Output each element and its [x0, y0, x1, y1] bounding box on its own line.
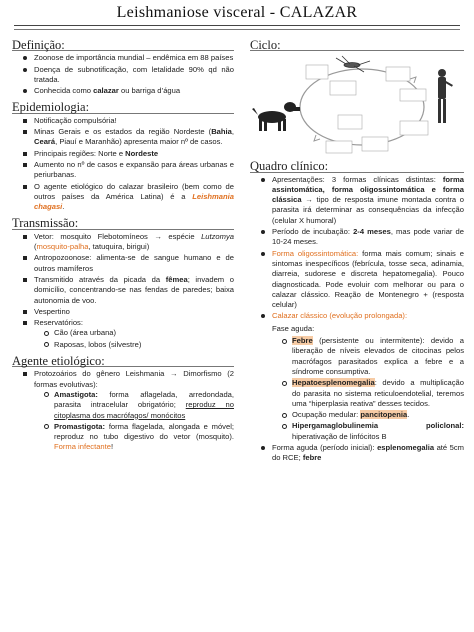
section-heading-agente: Agente etiológico: — [12, 356, 234, 367]
list-item: Apresentações: 3 formas clínicas distintas: forma assintomática, forma oligossintomática e forma clássica → tipo de resposta imune montada contra o parasita irá determinar as consequências da infecção (celular X humoral) — [272, 174, 464, 225]
section-heading-quadro: Quadro clínico: — [250, 161, 464, 172]
section-heading-epidemiologia: Epidemiologia: — [12, 102, 234, 113]
list-item: Raposas, lobos (silvestre) — [54, 340, 234, 350]
person-icon — [438, 69, 453, 123]
list-item: Amastigota: forma aflagelada, arredondada, parasita intracelular obrigatório; reproduz no citoplasma dos macrófagos/ monócitos — [54, 389, 234, 420]
list-item: Hipergamaglobulinemia policlonal: hiperativação de linfócitos B — [292, 421, 464, 441]
list-item: Aumento no nº de casos e expansão para áreas urbanas e periurbanas. — [34, 159, 234, 180]
epidemiologia-list — [12, 116, 234, 213]
list-item: Transmitido através da picada da fêmea; invadem o domicílio, concentrando-se nas fendas de paredes; baixa autonomia de voo. — [34, 274, 234, 305]
list-item: Conhecida como calazar ou barriga d’água — [34, 86, 234, 96]
list-item: Cão (área urbana) — [54, 328, 234, 338]
title-rule-bottom — [14, 29, 460, 30]
title-rule-top — [14, 25, 460, 26]
list-item: Principais regiões: Norte e Nordeste — [34, 149, 234, 159]
fase-aguda-label: Fase aguda: — [272, 323, 315, 333]
list-item: Antropozoonose: alimenta-se de sangue humano e de outros mamíferos — [34, 253, 234, 273]
list-item: Ocupação medular: pancitopenia. — [292, 410, 464, 420]
life-cycle-illustration — [250, 55, 464, 157]
list-item: Doença de subnotificação, com letalidade 90% qd não tratada. — [34, 64, 234, 84]
transmissao-list — [12, 232, 234, 350]
quadro-list — [250, 175, 464, 464]
right-column — [250, 40, 464, 465]
list-item: Hepatoesplenomegalia: devido a multiplicação do parasita no sistema reticuloendotelial, teremos uma “hiperplasia reativa” desses tecidos. — [292, 378, 464, 408]
section-heading-definicao: Definição: — [12, 40, 234, 51]
list-item: Calazar clássico (evolução prolongada): Fase aguda: Febre (persistente ou intermitente): devido a liberação de níveis elevados de citocinas pelos macrófagos parasitados explica a febre e a síndrome consumptiva. Hepatoesplenomegalia: devido a multiplicação do parasita no sistema reticuloendotelial, teremos uma “hiperplasia reativa” desses tecidos. Ocupação medular: pancitopenia. Hipergamaglobulinemia policlonal: hiperativação de linfócitos B — [272, 311, 464, 441]
list-item: Forma oligossintomática: forma mais comum; sinais e sintomas inespecíficos (febrícula, tosse seca, adinamia, diarreia, sudorese e discreta hepatomegalia). Pouco diagnosticada. Pode evoluir com melhorar ou para o calazar clássico. Reação de Montenegro + (resposta celular) — [272, 248, 464, 310]
list-item: O agente etiológico do calazar brasileiro (bem como de outros países da América Latina) é a Leishmania chagasi. — [34, 181, 234, 212]
agente-sublist — [34, 390, 234, 453]
list-item: Vespertino — [34, 307, 234, 317]
list-item: Minas Gerais e os estados da região Nordeste (Bahia, Ceará, Piauí e Maranhão) apresenta maior nº de casos. — [34, 127, 234, 147]
dog-icon — [252, 102, 300, 131]
list-item: Protozoários do gênero Leishmania → Dimorfismo (2 formas evolutivas): Amastigota: forma aflagelada, arredondada, parasita intracelular obrigatório; reproduz no citoplasma dos macrófagos/ monócitos Promastigota: forma flagelada, alongada e móvel; reproduz no tubo digestivo do vetor (mosquito). Forma infectante! — [34, 369, 234, 452]
section-heading-transmissao: Transmissão: — [12, 218, 234, 229]
definicao-list — [12, 53, 234, 96]
list-item: Reservatórios: Cão (área urbana) Raposas, lobos (silvestre) — [34, 318, 234, 350]
list-item: Notificação compulsória! — [34, 116, 234, 126]
section-heading-ciclo: Ciclo: — [250, 40, 464, 51]
left-column — [12, 40, 234, 454]
reservatorios-list — [34, 328, 234, 350]
list-item: Forma aguda (período inicial): esplenomegalia até 5cm do RCE; febre — [272, 443, 464, 463]
list-item: Período de incubação: 2-4 meses, mas pode variar de 10-24 meses. — [272, 227, 464, 247]
list-item: Vetor: mosquito Flebotomíneos → espécie Lutzomya (mosquito-palha, tatuquira, birigui) — [34, 231, 234, 252]
agente-list — [12, 369, 234, 452]
list-item: Febre (persistente ou intermitente): devido a liberação de níveis elevados de citocinas pelos macrófagos parasitados explica a febre e a síndrome consumptiva. — [292, 336, 464, 376]
fase-aguda-list — [272, 336, 464, 442]
page-title: Leishmaniose visceral - CALAZAR — [116, 4, 358, 21]
list-item: Zoonose de importância mundial – endêmica em 88 países — [34, 53, 234, 63]
list-item: Promastigota: forma flagelada, alongada e móvel; reproduz no tubo digestivo do vetor (mosquito). Forma infectante! — [54, 421, 234, 452]
life-cycle-diagram — [250, 55, 464, 157]
